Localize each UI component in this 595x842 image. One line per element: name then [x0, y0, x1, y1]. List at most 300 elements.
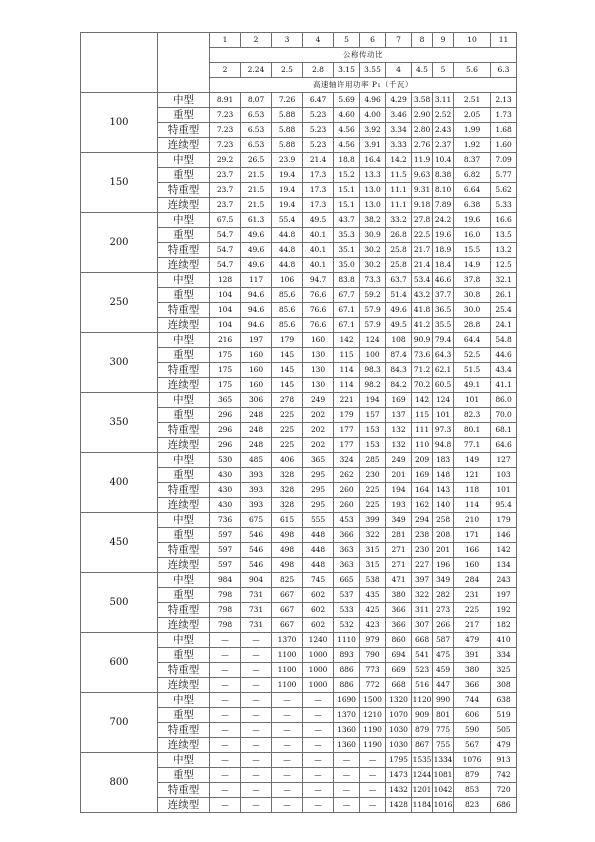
power-value-cell: 30.8 [454, 288, 491, 303]
power-value-cell: 485 [241, 453, 272, 468]
power-value-cell: 1210 [360, 708, 386, 723]
power-value-cell: 17.3 [303, 168, 334, 183]
power-value-cell: — [272, 708, 303, 723]
power-value-cell: 453 [334, 513, 360, 528]
power-value-cell: 231 [454, 588, 491, 603]
power-value-cell: 587 [433, 633, 454, 648]
power-value-cell: — [210, 648, 241, 663]
power-value-cell: 192 [491, 603, 517, 618]
power-value-cell: 615 [272, 513, 303, 528]
power-value-cell: 266 [433, 618, 454, 633]
power-value-cell: 85.6 [272, 288, 303, 303]
power-value-cell: 86.0 [491, 393, 517, 408]
power-value-cell: 6.82 [454, 168, 491, 183]
power-value-cell: — [272, 798, 303, 813]
power-value-cell: 893 [334, 648, 360, 663]
power-value-cell: — [210, 678, 241, 693]
power-value-cell: 5.62 [491, 183, 517, 198]
power-value-cell: 97.3 [433, 423, 454, 438]
table-row [81, 693, 517, 708]
duty-type-cell: 中型 [158, 273, 210, 288]
power-value-cell: 363 [334, 558, 360, 573]
power-value-cell: 49.6 [241, 258, 272, 273]
power-value-cell: 5.88 [272, 123, 303, 138]
ratio-number: 1 [210, 33, 241, 48]
power-value-cell: 7.23 [210, 108, 241, 123]
power-value-cell: 16.0 [454, 228, 491, 243]
power-value-cell: 217 [454, 618, 491, 633]
power-value-cell: — [241, 798, 272, 813]
power-value-cell: 94.6 [241, 303, 272, 318]
power-value-cell: 21.7 [412, 243, 433, 258]
power-value-cell: 1042 [433, 783, 454, 798]
power-value-cell: 755 [433, 738, 454, 753]
duty-type-cell: 特重型 [158, 303, 210, 318]
power-value-cell: 860 [386, 633, 412, 648]
power-value-cell: 798 [210, 618, 241, 633]
power-value-cell: 6.53 [241, 138, 272, 153]
power-value-cell: 117 [241, 273, 272, 288]
power-value-cell: 49.6 [386, 303, 412, 318]
power-value-cell: 36.5 [433, 303, 454, 318]
power-value-cell: 5.23 [303, 138, 334, 153]
power-value-cell: 1100 [272, 648, 303, 663]
power-value-cell: 853 [454, 783, 491, 798]
power-value-cell: 49.5 [303, 213, 334, 228]
power-value-cell: 95.4 [491, 498, 517, 513]
duty-type-cell: 连续型 [158, 738, 210, 753]
duty-type-cell: 中型 [158, 753, 210, 768]
power-value-cell: 638 [491, 693, 517, 708]
gear-size-cell: 400 [81, 453, 158, 513]
power-value-cell: 13.5 [491, 228, 517, 243]
power-value-cell: 124 [360, 333, 386, 348]
power-value-cell: 216 [210, 333, 241, 348]
power-value-cell: 137 [386, 408, 412, 423]
power-value-cell: 146 [491, 528, 517, 543]
power-value-cell: 225 [272, 408, 303, 423]
power-value-cell: 44.8 [272, 228, 303, 243]
power-value-cell: — [210, 708, 241, 723]
power-value-cell: 35.5 [433, 318, 454, 333]
power-value-cell: 35.3 [334, 228, 360, 243]
power-value-cell: — [303, 723, 334, 738]
power-value-cell: 308 [491, 678, 517, 693]
power-value-cell: 35.0 [334, 258, 360, 273]
power-value-cell: 475 [433, 648, 454, 663]
power-value-cell: 1320 [386, 693, 412, 708]
power-value-cell: 667 [272, 603, 303, 618]
power-value-cell: 164 [412, 483, 433, 498]
power-value-cell: 1370 [272, 633, 303, 648]
power-value-cell: 295 [303, 498, 334, 513]
duty-type-cell: 中型 [158, 633, 210, 648]
power-value-cell: 328 [272, 468, 303, 483]
power-value-cell: 19.4 [272, 198, 303, 213]
table-row [81, 393, 517, 408]
power-value-cell: 1030 [386, 723, 412, 738]
power-value-cell: 349 [433, 573, 454, 588]
power-value-cell: 32.1 [491, 273, 517, 288]
table-row [81, 633, 517, 648]
power-value-cell: 21.5 [241, 183, 272, 198]
power-value-cell: 736 [210, 513, 241, 528]
power-value-cell: 1076 [454, 753, 491, 768]
power-value-cell: 1360 [334, 723, 360, 738]
power-value-cell: 202 [303, 438, 334, 453]
power-value-cell: 90.9 [412, 333, 433, 348]
power-value-cell: 30.2 [360, 258, 386, 273]
power-value-cell: 179 [272, 333, 303, 348]
power-value-cell: — [241, 678, 272, 693]
power-value-cell: 1500 [360, 693, 386, 708]
power-value-cell: 546 [241, 543, 272, 558]
power-value-cell: 8.37 [454, 153, 491, 168]
power-value-cell: 324 [334, 453, 360, 468]
power-value-cell: 1.60 [491, 138, 517, 153]
power-value-cell: 87.4 [386, 348, 412, 363]
power-value-cell: 63.7 [386, 273, 412, 288]
power-value-cell: 15.1 [334, 183, 360, 198]
power-value-cell: — [303, 768, 334, 783]
power-value-cell: 5.23 [303, 108, 334, 123]
power-value-cell: 108 [386, 333, 412, 348]
power-value-cell: 328 [272, 483, 303, 498]
power-value-cell: 101 [454, 393, 491, 408]
power-value-cell: 1428 [386, 798, 412, 813]
power-value-cell: 296 [210, 408, 241, 423]
power-value-cell: 221 [334, 393, 360, 408]
power-value-cell: 101 [491, 483, 517, 498]
power-value-cell: 194 [360, 393, 386, 408]
power-value-cell: 130 [303, 378, 334, 393]
power-value-cell: 153 [360, 438, 386, 453]
power-value-cell: 686 [491, 798, 517, 813]
ratio-value: 3.55 [360, 63, 386, 78]
power-value-cell: 315 [360, 543, 386, 558]
power-value-cell: 1240 [303, 633, 334, 648]
power-value-cell: 104 [210, 288, 241, 303]
ratio-number: 9 [433, 33, 454, 48]
power-value-cell: 54.8 [491, 333, 517, 348]
duty-type-cell: 中型 [158, 333, 210, 348]
power-value-cell: 447 [433, 678, 454, 693]
power-value-cell: 306 [241, 393, 272, 408]
power-value-cell: 295 [303, 468, 334, 483]
power-value-cell: 40.1 [303, 243, 334, 258]
power-value-cell: 73.6 [412, 348, 433, 363]
power-value-cell: 85.6 [272, 318, 303, 333]
power-value-cell: 101 [433, 408, 454, 423]
power-value-cell: 140 [433, 498, 454, 513]
duty-type-cell: 特重型 [158, 483, 210, 498]
power-value-cell: 49.5 [386, 318, 412, 333]
duty-type-cell: 连续型 [158, 558, 210, 573]
power-value-cell: 84.3 [386, 363, 412, 378]
power-value-cell: 1190 [360, 723, 386, 738]
power-value-cell: 177 [334, 438, 360, 453]
power-value-cell: 546 [241, 558, 272, 573]
power-value-cell: 13.0 [360, 183, 386, 198]
power-value-cell: 1016 [433, 798, 454, 813]
gear-size-cell: 700 [81, 693, 158, 753]
power-value-cell: 43.2 [412, 288, 433, 303]
power-value-cell: 448 [303, 528, 334, 543]
power-value-cell: 430 [210, 483, 241, 498]
power-value-cell: — [303, 693, 334, 708]
power-value-cell: 51.5 [454, 363, 491, 378]
power-value-cell: 9.18 [412, 198, 433, 213]
power-value-cell: 7.26 [272, 93, 303, 108]
power-value-cell: 44.6 [491, 348, 517, 363]
gear-size-cell: 800 [81, 753, 158, 813]
power-value-cell: 602 [303, 618, 334, 633]
power-value-cell: 4.56 [334, 123, 360, 138]
power-value-cell: 28.8 [454, 318, 491, 333]
duty-type-cell: 连续型 [158, 258, 210, 273]
power-value-cell: — [241, 663, 272, 678]
table-row [81, 153, 517, 168]
power-value-cell: 1030 [386, 738, 412, 753]
power-value-cell: 145 [272, 348, 303, 363]
power-value-cell: 157 [360, 408, 386, 423]
power-value-cell: 1795 [386, 753, 412, 768]
power-value-cell: — [210, 753, 241, 768]
table-row [81, 513, 517, 528]
power-value-cell: — [360, 783, 386, 798]
power-value-cell: 23.7 [210, 168, 241, 183]
power-value-cell: 128 [210, 273, 241, 288]
power-value-cell: 425 [360, 603, 386, 618]
power-value-cell: 43.7 [334, 213, 360, 228]
power-value-cell: 1110 [334, 633, 360, 648]
power-value-cell: 25.4 [491, 303, 517, 318]
power-value-cell: 311 [412, 603, 433, 618]
power-value-cell: 183 [433, 453, 454, 468]
duty-type-cell: 中型 [158, 213, 210, 228]
ratio-number: 11 [491, 33, 517, 48]
duty-type-cell: 特重型 [158, 603, 210, 618]
power-value-cell: 225 [360, 483, 386, 498]
power-value-cell: 54.7 [210, 243, 241, 258]
power-value-cell: 110 [412, 438, 433, 453]
ratio-number: 7 [386, 33, 412, 48]
power-value-cell: 471 [386, 573, 412, 588]
power-value-cell: 744 [454, 693, 491, 708]
power-value-cell: 53.4 [412, 273, 433, 288]
power-value-cell: 1334 [433, 753, 454, 768]
power-value-cell: 194 [386, 483, 412, 498]
duty-type-cell: 重型 [158, 288, 210, 303]
power-value-cell: 26.1 [491, 288, 517, 303]
power-value-cell: 26.8 [386, 228, 412, 243]
power-value-cell: 742 [491, 768, 517, 783]
power-value-cell: 285 [360, 453, 386, 468]
power-value-cell: 296 [210, 438, 241, 453]
power-value-cell: — [303, 708, 334, 723]
power-value-cell: 731 [241, 603, 272, 618]
duty-type-cell: 重型 [158, 708, 210, 723]
power-value-cell: 430 [210, 468, 241, 483]
power-value-cell: 179 [491, 513, 517, 528]
duty-type-cell: 重型 [158, 648, 210, 663]
power-value-cell: 26.5 [241, 153, 272, 168]
power-value-cell: 775 [433, 723, 454, 738]
power-value-cell: 1473 [386, 768, 412, 783]
power-value-cell: 567 [454, 738, 491, 753]
power-value-cell: 37.8 [454, 273, 491, 288]
power-value-cell: 49.6 [241, 243, 272, 258]
power-value-cell: 505 [491, 723, 517, 738]
power-value-cell: 801 [433, 708, 454, 723]
power-value-cell: 879 [412, 723, 433, 738]
power-value-cell: 18.8 [334, 153, 360, 168]
power-value-cell: 121 [454, 468, 491, 483]
power-value-cell: 80.1 [454, 423, 491, 438]
power-value-cell: 538 [360, 573, 386, 588]
power-value-cell: 546 [241, 528, 272, 543]
power-value-cell: 18.4 [433, 258, 454, 273]
power-value-cell: 21.5 [241, 198, 272, 213]
power-value-cell: 38.2 [360, 213, 386, 228]
power-value-cell: 322 [412, 588, 433, 603]
gear-size-cell: 450 [81, 513, 158, 573]
duty-type-cell: 连续型 [158, 498, 210, 513]
power-value-cell: 1000 [303, 678, 334, 693]
power-value-cell: 37.7 [433, 288, 454, 303]
power-value-cell: 106 [272, 273, 303, 288]
power-value-cell: 772 [360, 678, 386, 693]
duty-type-cell: 重型 [158, 588, 210, 603]
power-value-cell: 124 [433, 393, 454, 408]
power-value-cell: 114 [454, 498, 491, 513]
gear-size-cell: 150 [81, 153, 158, 213]
power-value-cell: 5.23 [303, 123, 334, 138]
power-value-cell: 22.5 [412, 228, 433, 243]
power-value-cell: 57.9 [360, 303, 386, 318]
power-value-cell: 19.6 [433, 228, 454, 243]
power-value-cell: — [241, 708, 272, 723]
power-value-cell: 227 [412, 558, 433, 573]
power-value-cell: 118 [454, 483, 491, 498]
power-value-cell: 67.7 [334, 288, 360, 303]
power-value-cell: 8.07 [241, 93, 272, 108]
duty-type-cell: 特重型 [158, 123, 210, 138]
power-value-cell: 315 [360, 558, 386, 573]
power-value-cell: 4.00 [360, 108, 386, 123]
ratio-number: 4 [303, 33, 334, 48]
power-value-cell: 260 [334, 498, 360, 513]
power-value-cell: 61.3 [241, 213, 272, 228]
power-value-cell: 21.4 [412, 258, 433, 273]
power-value-cell: 238 [412, 528, 433, 543]
duty-type-cell: 连续型 [158, 198, 210, 213]
power-value-cell: 1432 [386, 783, 412, 798]
power-value-cell: 262 [334, 468, 360, 483]
power-value-cell: 196 [433, 558, 454, 573]
power-value-cell: 597 [210, 558, 241, 573]
power-value-cell: 393 [241, 468, 272, 483]
power-value-cell: 44.8 [272, 258, 303, 273]
power-value-cell: 27.8 [412, 213, 433, 228]
power-value-cell: 365 [303, 453, 334, 468]
power-value-cell: 41.1 [491, 378, 517, 393]
power-value-cell: 201 [386, 468, 412, 483]
power-value-cell: 296 [210, 423, 241, 438]
power-value-cell: 8.10 [433, 183, 454, 198]
power-value-cell: 3.46 [386, 108, 412, 123]
power-value-cell: 667 [272, 618, 303, 633]
power-value-cell: 380 [454, 663, 491, 678]
power-value-cell: — [210, 798, 241, 813]
power-value-cell: 162 [412, 498, 433, 513]
power-value-cell: 3.58 [412, 93, 433, 108]
power-value-cell: 1.99 [454, 123, 491, 138]
power-value-cell: 111 [412, 423, 433, 438]
power-value-cell: 76.6 [303, 288, 334, 303]
power-value-cell: 1.68 [491, 123, 517, 138]
power-value-cell: 202 [303, 423, 334, 438]
power-value-cell: — [241, 693, 272, 708]
power-value-cell: — [303, 738, 334, 753]
power-value-cell: 160 [454, 558, 491, 573]
power-value-cell: 209 [412, 453, 433, 468]
power-value-cell: 19.4 [272, 168, 303, 183]
duty-type-cell: 特重型 [158, 663, 210, 678]
power-value-cell: 366 [386, 603, 412, 618]
power-value-cell: 3.91 [360, 138, 386, 153]
power-value-cell: 1370 [334, 708, 360, 723]
power-value-cell: 669 [386, 663, 412, 678]
duty-type-cell: 特重型 [158, 783, 210, 798]
power-value-cell: 7.23 [210, 123, 241, 138]
power-value-cell: 3.11 [433, 93, 454, 108]
power-value-cell: — [241, 768, 272, 783]
power-value-cell: 175 [210, 378, 241, 393]
power-value-cell: — [334, 753, 360, 768]
power-value-cell: 537 [334, 588, 360, 603]
power-value-cell: 2.52 [433, 108, 454, 123]
duty-type-cell: 重型 [158, 408, 210, 423]
power-value-cell: 230 [360, 468, 386, 483]
power-value-cell: 132 [386, 438, 412, 453]
power-value-cell: 3.92 [360, 123, 386, 138]
power-value-cell: 17.3 [303, 198, 334, 213]
power-value-cell: 399 [360, 513, 386, 528]
power-value-cell: 23.7 [210, 183, 241, 198]
power-value-cell: 11.5 [386, 168, 412, 183]
power-value-cell: 516 [412, 678, 433, 693]
power-value-cell: 44.8 [272, 243, 303, 258]
power-value-cell: 23.9 [272, 153, 303, 168]
power-value-cell: 365 [210, 393, 241, 408]
power-value-cell: 479 [491, 738, 517, 753]
power-value-cell: 127 [491, 453, 517, 468]
power-value-cell: 13.2 [491, 243, 517, 258]
power-value-cell: 533 [334, 603, 360, 618]
power-value-cell: 1184 [412, 798, 433, 813]
ratio-title: 公称传动比 [210, 48, 517, 63]
power-value-cell: 1120 [412, 693, 433, 708]
power-value-cell: 149 [454, 453, 491, 468]
power-value-cell: 19.4 [272, 183, 303, 198]
power-value-cell: 2.43 [433, 123, 454, 138]
power-value-cell: 248 [241, 438, 272, 453]
power-value-cell: 70.2 [412, 378, 433, 393]
duty-type-cell: 特重型 [158, 363, 210, 378]
power-value-cell: 49.6 [241, 228, 272, 243]
power-value-cell: 94.7 [303, 273, 334, 288]
